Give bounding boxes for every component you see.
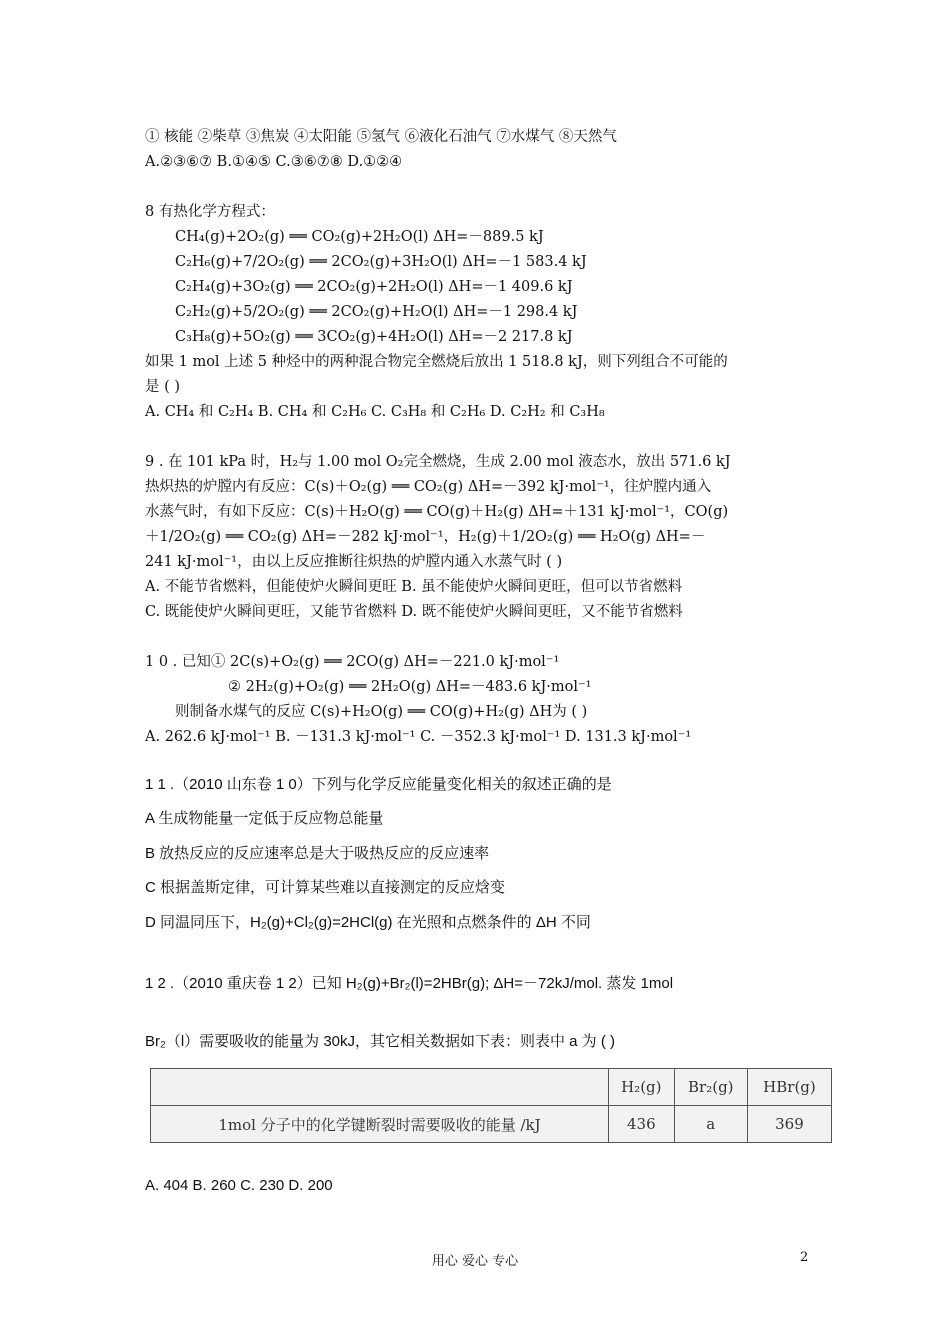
q8-eq-4: C₂H₂(g)+5/2O₂(g) ══ 2CO₂(g)+H₂O(l) ΔH=－1 298.4 kJ [175, 304, 578, 320]
table-header-cell: Br₂(g) [674, 1069, 747, 1106]
q7-choices: A.②③⑥⑦ B.①④⑤ C.③⑥⑦⑧ D.①②④ [145, 154, 403, 170]
q10-line-3: 则制备水煤气的反应 C(s)+H₂O(g) ══ CO(g)+H₂(g) ΔH为 ( ) [175, 704, 588, 720]
q8-choices: A. CH₄ 和 C₂H₄ B. CH₄ 和 C₂H₆ C. C₃H₈ 和 C₂H₆ D. C₂H₂ 和 C₃H₈ [145, 404, 605, 420]
q9-line-2: 热炽热的炉膛内有反应：C(s)＋O₂(g) ══ CO₂(g) ΔH=－392 kJ·mol⁻¹，往炉膛内通入 [145, 479, 712, 495]
table-header-cell: H₂(g) [609, 1069, 675, 1106]
q10-line-2: ② 2H₂(g)+O₂(g) ══ 2H₂O(g) ΔH=－483.6 kJ·mol⁻¹ [228, 679, 592, 695]
q11-title: 1 1 .（2010 山东卷 1 0）下列与化学反应能量变化相关的叙述正确的是 [145, 776, 612, 793]
page-footer: 用心 爱心 专心 [431, 1254, 519, 1269]
q8-eq-3: C₂H₄(g)+3O₂(g) ══ 2CO₂(g)+2H₂O(l) ΔH=－1 409.6 kJ [175, 279, 573, 295]
q8-eq-2: C₂H₆(g)+7/2O₂(g) ══ 2CO₂(g)+3H₂O(l) ΔH=－1 583.4 kJ [175, 254, 587, 270]
q11-choice-d: D 同温同压下，H₂(g)+Cl₂(g)=2HCl(g) 在光照和点燃条件的 ΔH 不同 [145, 914, 591, 931]
table-cell: 436 [609, 1106, 675, 1143]
q9-choice-cd: C. 既能使炉火瞬间更旺，又能节省燃料 D. 既不能使炉火瞬间更旺，又不能节省燃料 [145, 604, 683, 620]
q9-line-3: 水蒸气时，有如下反应：C(s)＋H₂O(g) ══ CO(g)＋H₂(g) ΔH=＋131 kJ·mol⁻¹，CO(g) [145, 504, 729, 520]
q9-line-4: ＋1/2O₂(g) ══ CO₂(g) ΔH=－282 kJ·mol⁻¹，H₂(g)＋1/2O₂(g) ══ H₂O(g) ΔH=－ [145, 529, 706, 545]
q8-title: 8 有热化学方程式： [145, 204, 275, 220]
q9-choice-ab: A. 不能节省燃料，但能使炉火瞬间更旺 B. 虽不能使炉火瞬间更旺，但可以节省燃料 [145, 579, 683, 595]
table-row [151, 1106, 832, 1143]
q12-line-1: 1 2 .（2010 重庆卷 1 2）已知 H₂(g)+Br₂(l)=2HBr(g); ΔH=－72kJ/mol. 蒸发 1mol [145, 975, 674, 992]
q9-line-1: 9 . 在 101 kPa 时，H₂与 1.00 mol O₂完全燃烧，生成 2.00 mol 液态水，放出 571.6 kJ [145, 454, 731, 470]
table-header-cell: HBr(g) [747, 1069, 831, 1106]
q8-text-2: 是 ( ) [145, 379, 181, 395]
q11-choice-a: A 生成物能量一定低于反应物总能量 [145, 810, 384, 827]
q11-choice-c: C 根据盖斯定律，可计算某些难以直接测定的反应焓变 [145, 879, 506, 896]
q8-eq-1: CH₄(g)+2O₂(g) ══ CO₂(g)+2H₂O(l) ΔH=－889.5 kJ [175, 229, 544, 245]
bond-energy-table [150, 1068, 832, 1143]
q8-eq-5: C₃H₈(g)+5O₂(g) ══ 3CO₂(g)+4H₂O(l) ΔH=－2 217.8 kJ [175, 329, 573, 345]
q7-options: ① 核能 ②柴草 ③焦炭 ④太阳能 ⑤氢气 ⑥液化石油气 ⑦水煤气 ⑧天然气 [145, 129, 617, 145]
q10-choices: A. 262.6 kJ·mol⁻¹ B. －131.3 kJ·mol⁻¹ C. －352.3 kJ·mol⁻¹ D. 131.3 kJ·mol⁻¹ [145, 729, 692, 745]
table-header-cell [151, 1069, 609, 1106]
q8-text-1: 如果 1 mol 上述 5 种烃中的两种混合物完全燃烧后放出 1 518.8 kJ，则下列组合不可能的 [145, 354, 728, 370]
page-number: 2 [800, 1250, 809, 1265]
q11-choice-b: B 放热反应的反应速率总是大于吸热反应的反应速率 [145, 845, 490, 862]
q9-line-5: 241 kJ·mol⁻¹，由以上反应推断往炽热的炉膛内通入水蒸气时 ( ) [145, 554, 563, 570]
q12-choices: A. 404 B. 260 C. 230 D. 200 [145, 1177, 333, 1194]
q10-line-1: 1 0 . 已知① 2C(s)+O₂(g) ══ 2CO(g) ΔH=－221.0 kJ·mol⁻¹ [145, 654, 560, 670]
table-cell: 1mol 分子中的化学键断裂时需要吸收的能量 /kJ [151, 1106, 609, 1143]
table-header-row [151, 1069, 832, 1106]
table-cell: 369 [747, 1106, 831, 1143]
table-cell: a [674, 1106, 747, 1143]
q12-line-2: Br₂（l）需要吸收的能量为 30kJ，其它相关数据如下表：则表中 a 为 ( ) [145, 1033, 616, 1050]
